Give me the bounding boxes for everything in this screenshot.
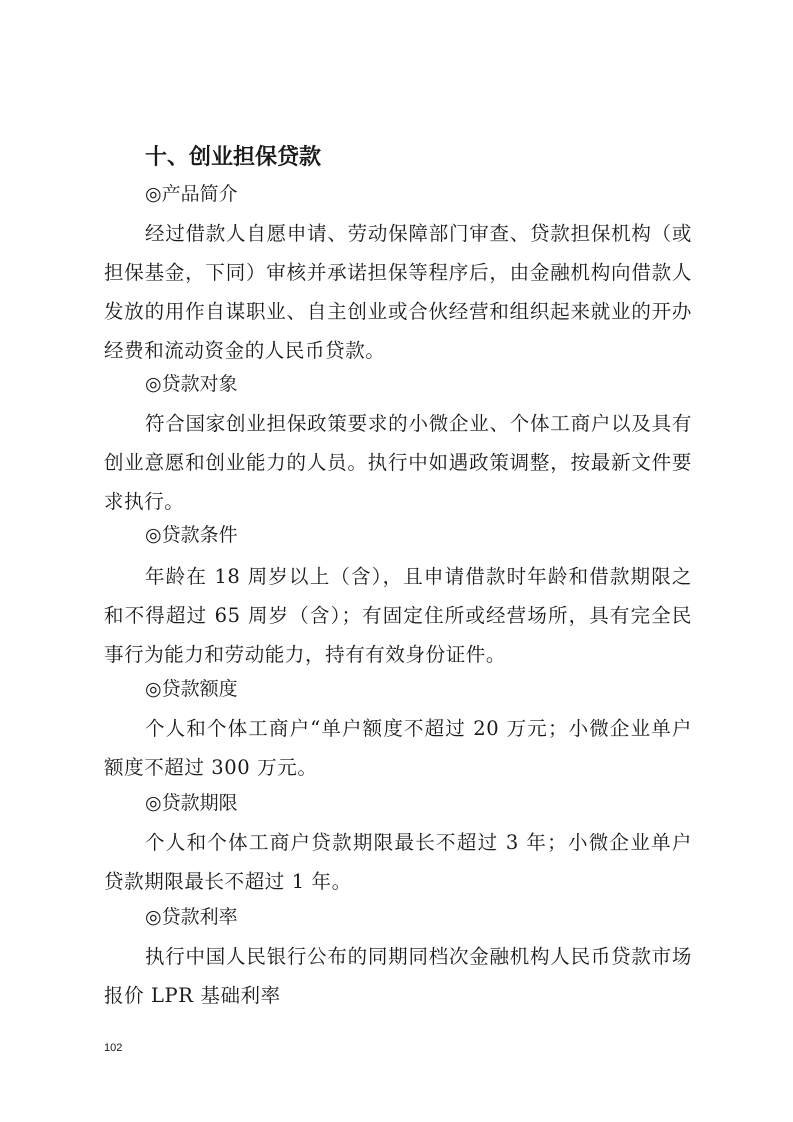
section-heading-loan-conditions: ◎贷款条件	[145, 524, 238, 546]
page-title: 十、创业担保贷款	[145, 145, 322, 170]
section-heading-loan-rate: ◎贷款利率	[145, 906, 238, 928]
section-body-loan-rate: 执行中国人民银行公布的同期同档次金融机构人民币贷款市场报价 LPR 基础利率	[104, 945, 692, 1007]
section-heading-loan-target: ◎贷款对象	[145, 373, 238, 395]
page-number: 102	[104, 1042, 123, 1054]
section-heading-loan-term: ◎贷款期限	[145, 792, 238, 814]
section-body-loan-target: 符合国家创业担保政策要求的小微企业、个体工商户以及具有创业意愿和创业能力的人员。执行中如遇政策调整，按最新文件要求执行。	[104, 412, 692, 513]
section-body-product-intro: 经过借款人自愿申请、劳动保障部门审查、贷款担保机构（或担保基金，下同）审核并承诺担保等程序后，由金融机构向借款人发放的用作自谋职业、自主创业或合伙经营和组织起来就业的开办经费和流动资金的人民币贷款。	[104, 222, 692, 362]
section-body-loan-term: 个人和个体工商户贷款期限最长不超过 3 年；小微企业单户贷款期限最长不超过 1 年。	[104, 831, 692, 893]
section-body-loan-conditions: 年龄在 18 周岁以上（含），且申请借款时年龄和借款期限之和不得超过 65 周岁（含）；有固定住所或经营场所，具有完全民事行为能力和劳动能力，持有有效身份证件。	[104, 565, 692, 666]
section-body-loan-amount: 个人和个体工商户“单户额度不超过 20 万元；小微企业单户额度不超过 300 万元。	[104, 717, 692, 779]
section-heading-product-intro: ◎产品简介	[145, 183, 238, 205]
section-heading-loan-amount: ◎贷款额度	[145, 678, 238, 700]
